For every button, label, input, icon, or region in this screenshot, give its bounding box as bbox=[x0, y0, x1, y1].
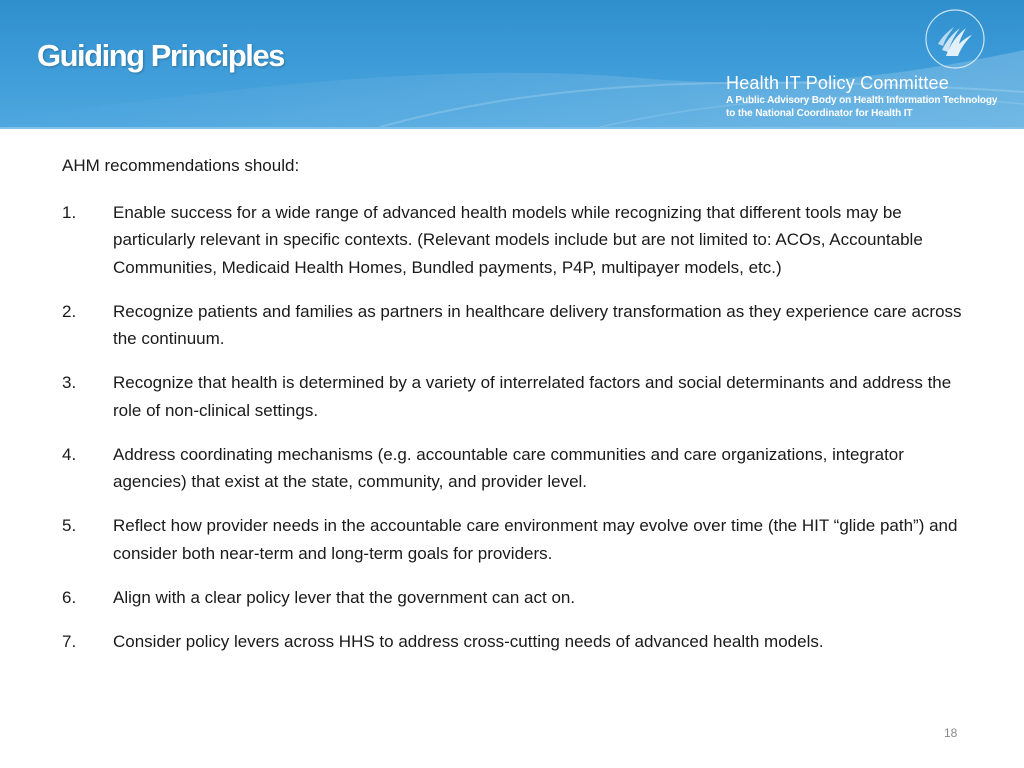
principle-number: 3. bbox=[62, 373, 77, 392]
principle-text: Recognize that health is determined by a variety of interrelated factors and social determinants and address the role of non-clinical settings. bbox=[113, 373, 952, 420]
header-banner bbox=[0, 0, 1024, 129]
slide-number: 18 bbox=[944, 726, 958, 740]
principle-item bbox=[62, 512, 972, 567]
principle-text: Enable success for a wide range of advanced health models while recognizing that different tools may be particularly relevant in specific contexts. (Relevant models include but are not limited to: ACOs, Accountable Communities, Medicaid Health Homes, Bundled payments, P4P, multipayer models, etc.) bbox=[113, 202, 923, 277]
principle-number: 7. bbox=[62, 631, 77, 651]
principle-text: Consider policy levers across HHS to address cross-cutting needs of advanced health models. bbox=[113, 631, 824, 651]
principle-number: 4. bbox=[62, 444, 77, 464]
slide-body bbox=[62, 152, 972, 672]
principle-item bbox=[62, 369, 972, 424]
principle-number: 5. bbox=[62, 516, 77, 535]
intro-text: AHM recommendations should: bbox=[62, 156, 300, 175]
principle-number: 6. bbox=[62, 587, 77, 607]
principle-text: Reflect how provider needs in the accountable care environment may evolve over time (the HIT “glide path”) and consider both near-term and long-term goals for providers. bbox=[113, 516, 958, 563]
committee-name: Health IT Policy Committee bbox=[726, 73, 949, 93]
principle-item bbox=[62, 441, 972, 496]
hhs-eagle-logo-icon bbox=[924, 8, 986, 70]
principles-list bbox=[62, 199, 972, 656]
principle-item bbox=[62, 584, 972, 612]
principle-text: Align with a clear policy lever that the government can act on. bbox=[113, 587, 576, 607]
principle-item bbox=[62, 199, 972, 282]
principle-item bbox=[62, 628, 972, 656]
principle-text: Recognize patients and families as partners in healthcare delivery transformation as they experience care across the continuum. bbox=[113, 301, 962, 348]
principle-number: 1. bbox=[62, 202, 77, 222]
committee-subtitle-line1: A Public Advisory Body on Health Information Technology bbox=[726, 95, 998, 106]
page-title: Guiding Principles bbox=[37, 38, 284, 73]
principle-item bbox=[62, 298, 972, 353]
committee-subtitle-line2: to the National Coordinator for Health IT bbox=[726, 108, 913, 119]
principle-text: Address coordinating mechanisms (e.g. accountable care communities and care organizations, integrator agencies) that exist at the state, community, and provider level. bbox=[113, 444, 904, 491]
principle-number: 2. bbox=[62, 301, 77, 321]
